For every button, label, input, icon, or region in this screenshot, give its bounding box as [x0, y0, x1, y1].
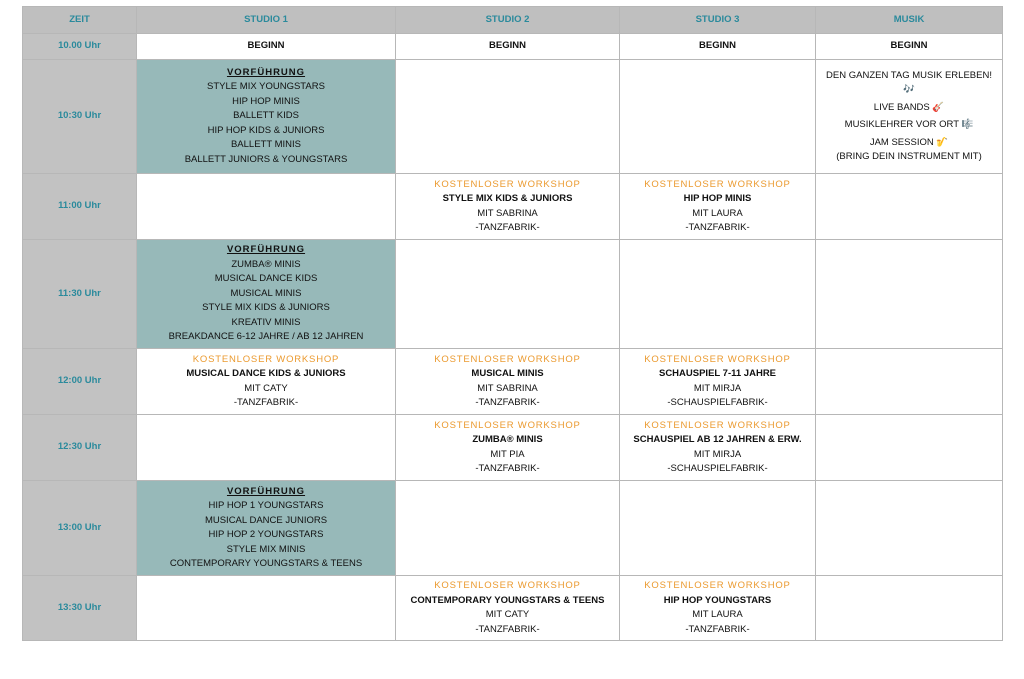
- workshop-org: -TANZFABRIK-: [475, 623, 540, 635]
- header-studio-1: STUDIO 1: [137, 7, 396, 34]
- music-notes-icon: 🎶: [903, 84, 915, 95]
- workshop-title: SCHAUSPIEL 7-11 JAHRE: [658, 368, 777, 379]
- workshop-heading: KOSTENLOSER WORKSHOP: [192, 353, 340, 365]
- performance-item: HIP HOP KIDS & JUNIORS: [207, 124, 325, 136]
- time-1130: 11:30 Uhr: [23, 240, 137, 349]
- workshop-heading: KOSTENLOSER WORKSHOP: [434, 419, 581, 431]
- time-1100: 11:00 Uhr: [23, 174, 137, 240]
- workshop-title: ZUMBA® MINIS: [472, 434, 543, 445]
- header-studio-2: STUDIO 2: [396, 7, 620, 34]
- time-1000: 10.00 Uhr: [23, 34, 137, 60]
- performance-item: HIP HOP 1 YOUNGSTARS: [208, 500, 324, 511]
- performance-item: STYLE MIX KIDS & JUNIORS: [202, 302, 330, 314]
- beginn-studio-1: BEGINN: [137, 34, 396, 60]
- performance-title: VORFÜHRUNG: [226, 66, 306, 78]
- workshop-title: SCHAUSPIEL AB 12 JAHREN & ERW.: [633, 434, 802, 445]
- empty-cell: [620, 240, 816, 349]
- workshop-title: MUSICAL MINIS: [471, 368, 544, 379]
- performance-item: STYLE MIX YOUNGSTARS: [207, 81, 325, 93]
- workshop-heading: KOSTENLOSER WORKSHOP: [434, 353, 581, 365]
- empty-cell: [816, 240, 1003, 349]
- workshop-teacher: MIT MIRJA: [693, 382, 742, 394]
- row-1100: [23, 174, 1003, 240]
- empty-cell: [620, 60, 816, 174]
- row-1030: [23, 60, 1003, 174]
- performance-item: HIP HOP MINIS: [232, 95, 300, 107]
- workshop-teacher: MIT LAURA: [692, 609, 743, 620]
- musik-line: LIVE BANDS 🎸: [873, 101, 945, 113]
- workshop-org: -TANZFABRIK-: [475, 222, 540, 233]
- time-1200: 12:00 Uhr: [23, 349, 137, 415]
- empty-cell: [816, 349, 1003, 415]
- workshop-heading: KOSTENLOSER WORKSHOP: [644, 178, 791, 190]
- performance-item: MUSICAL MINIS: [230, 287, 302, 299]
- row-1200: [23, 349, 1003, 415]
- workshop-1230-studio-2: [396, 415, 620, 481]
- performance-1300-studio-1: [137, 481, 396, 576]
- workshop-heading: KOSTENLOSER WORKSHOP: [644, 353, 791, 365]
- performance-item: BALLETT JUNIORS & YOUNGSTARS: [184, 153, 348, 165]
- workshop-1230-studio-3: [620, 415, 816, 481]
- header-studio-3: STUDIO 3: [620, 7, 816, 34]
- performance-item: CONTEMPORARY YOUNGSTARS & TEENS: [169, 558, 363, 569]
- workshop-1100-studio-3: [620, 174, 816, 240]
- workshop-heading: KOSTENLOSER WORKSHOP: [644, 580, 791, 591]
- time-1230: 12:30 Uhr: [23, 415, 137, 481]
- musik-line: DEN GANZEN TAG MUSIK ERLEBEN!: [826, 69, 992, 81]
- header-row: [23, 7, 1003, 34]
- header-musik: MUSIK: [816, 7, 1003, 34]
- empty-cell: [816, 174, 1003, 240]
- empty-cell: [137, 576, 396, 641]
- workshop-heading: KOSTENLOSER WORKSHOP: [434, 178, 581, 190]
- empty-cell: [816, 415, 1003, 481]
- performance-1130-studio-1: [137, 240, 396, 349]
- workshop-heading: KOSTENLOSER WORKSHOP: [434, 580, 581, 591]
- empty-cell: [620, 481, 816, 576]
- empty-cell: [816, 576, 1003, 641]
- performance-item: MUSICAL DANCE KIDS: [214, 273, 318, 285]
- row-1330: [23, 576, 1003, 641]
- performance-1030-studio-1: [137, 60, 396, 174]
- performance-item: MUSICAL DANCE JUNIORS: [204, 514, 328, 526]
- workshop-teacher: MIT CATY: [485, 609, 530, 620]
- beginn-musik: BEGINN: [816, 34, 1003, 60]
- row-1230: [23, 415, 1003, 481]
- workshop-teacher: MIT SABRINA: [477, 207, 538, 219]
- workshop-1200-studio-1: [137, 349, 396, 415]
- musik-line: (BRING DEIN INSTRUMENT MIT): [836, 151, 982, 162]
- musik-line: JAM SESSION 🎷: [869, 136, 949, 148]
- performance-item: STYLE MIX MINIS: [226, 543, 306, 555]
- beginn-studio-2: BEGINN: [396, 34, 620, 60]
- schedule-table: [22, 6, 1003, 641]
- workshop-teacher: MIT LAURA: [692, 207, 743, 219]
- workshop-teacher: MIT MIRJA: [693, 448, 742, 460]
- beginn-studio-3: BEGINN: [620, 34, 816, 60]
- row-1000: [23, 34, 1003, 60]
- time-1030: 10:30 Uhr: [23, 60, 137, 174]
- workshop-title: CONTEMPORARY YOUNGSTARS & TEENS: [410, 594, 605, 606]
- performance-item: KREATIV MINIS: [231, 316, 301, 328]
- row-1130: [23, 240, 1003, 349]
- workshop-teacher: MIT CATY: [244, 382, 288, 394]
- performance-item: ZUMBA® MINIS: [231, 258, 301, 270]
- time-1300: 13:00 Uhr: [23, 481, 137, 576]
- performance-item: BALLETT KIDS: [233, 110, 299, 122]
- workshop-1200-studio-2: [396, 349, 620, 415]
- workshop-org: -SCHAUSPIELFABRIK-: [667, 397, 768, 408]
- workshop-org: -TANZFABRIK-: [475, 463, 540, 474]
- workshop-title: HIP HOP YOUNGSTARS: [663, 594, 772, 606]
- musik-1030: [816, 60, 1003, 174]
- workshop-1100-studio-2: [396, 174, 620, 240]
- musik-line: MUSIKLEHRER VOR ORT 🎼: [844, 119, 974, 130]
- workshop-teacher: MIT PIA: [490, 448, 525, 460]
- empty-cell: [137, 174, 396, 240]
- performance-title: VORFÜHRUNG: [226, 244, 306, 256]
- header-zeit: ZEIT: [23, 7, 137, 34]
- time-1330: 13:30 Uhr: [23, 576, 137, 641]
- workshop-title: STYLE MIX KIDS & JUNIORS: [442, 193, 573, 204]
- workshop-heading: KOSTENLOSER WORKSHOP: [644, 419, 791, 431]
- empty-cell: [396, 481, 620, 576]
- workshop-teacher: MIT SABRINA: [477, 382, 538, 394]
- workshop-org: -TANZFABRIK-: [475, 397, 540, 408]
- workshop-org: -SCHAUSPIELFABRIK-: [667, 463, 768, 474]
- workshop-org: -TANZFABRIK-: [685, 222, 750, 233]
- empty-cell: [396, 240, 620, 349]
- workshop-1330-studio-2: [396, 576, 620, 641]
- empty-cell: [816, 481, 1003, 576]
- empty-cell: [396, 60, 620, 174]
- workshop-org: -TANZFABRIK-: [685, 623, 750, 635]
- workshop-title: HIP HOP MINIS: [683, 193, 752, 204]
- workshop-org: -TANZFABRIK-: [233, 397, 299, 408]
- row-1300: [23, 481, 1003, 576]
- performance-item: BREAKDANCE 6-12 JAHRE / AB 12 JAHREN: [168, 331, 364, 343]
- performance-item: HIP HOP 2 YOUNGSTARS: [208, 529, 324, 540]
- workshop-title: MUSICAL DANCE KIDS & JUNIORS: [186, 368, 346, 379]
- performance-title: VORFÜHRUNG: [226, 485, 306, 497]
- performance-item: BALLETT MINIS: [230, 139, 302, 151]
- empty-cell: [137, 415, 396, 481]
- workshop-1330-studio-3: [620, 576, 816, 641]
- workshop-1200-studio-3: [620, 349, 816, 415]
